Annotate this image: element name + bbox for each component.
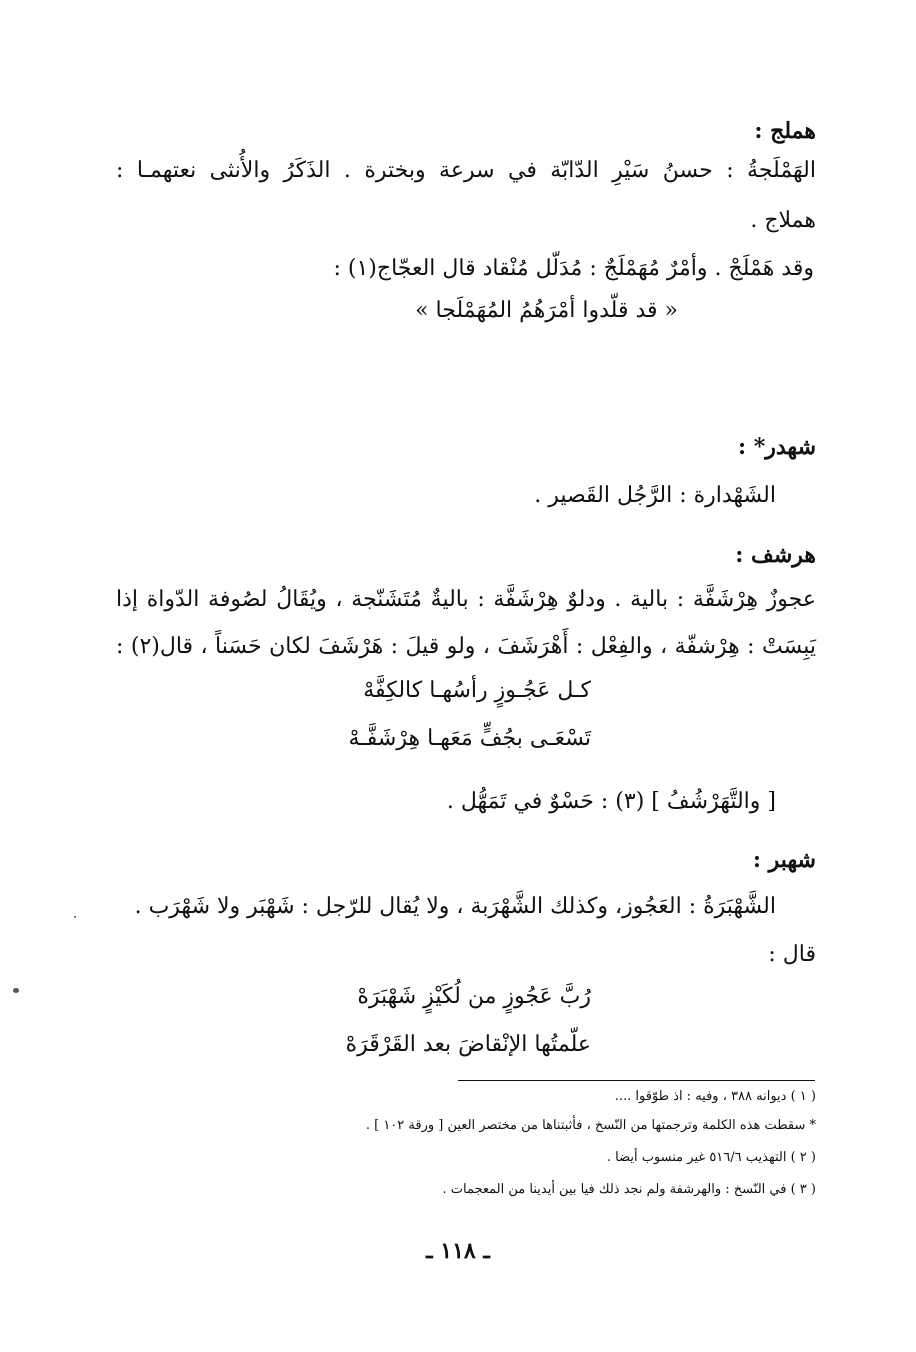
entry-heading-shhbr: شهبر : bbox=[752, 847, 816, 873]
entry-heading-hmlj: هملج : bbox=[754, 118, 816, 144]
entry-shhdr-line-1: الشَهْدارة : الرَّجُل القَصير . bbox=[534, 483, 776, 508]
entry-shhbr-verse-1: رُبَّ عَجُوزٍ من لُكَيْزٍ شَهْبَرَهْ bbox=[357, 984, 591, 1009]
entry-shhbr-line-2: قال : bbox=[768, 942, 816, 967]
entry-hmlj-line-2: هملاج . bbox=[750, 208, 816, 233]
entry-hmlj-line-1: الهَمْلَجةُ : حسنُ سَيْرِ الدّابّة في سرعة وبخترة . الذَكَرُ والأُنثى نعتهمـا : bbox=[116, 158, 816, 183]
entry-hrshf-verse-2: تَسْعَـى بجُفٍّ مَعَهـا هِرْشَفَّـهْ bbox=[348, 726, 591, 751]
entry-hrshf-line-2: يَبِسَتْ : هِرْشفّة ، والفِعْل : أَهْرَشَفَ ، ولو قيلَ : هَرْشَفَ لكان حَسَناً ، قال(٢) : bbox=[116, 634, 816, 659]
entry-shhbr-line-1: الشَّهْبَرَةُ : العَجُوز، وكذلك الشَّهْرَبة ، ولا يُقال للرّجل : شَهْبَر ولا شَهْرَب . bbox=[134, 894, 776, 919]
entry-heading-shhdr: شهدر* : bbox=[737, 434, 816, 460]
footnote-1: ( ١ ) ديوانه ٣٨٨ ، وفيه : اذ طوّقوا .... bbox=[614, 1089, 816, 1104]
footnote-separator bbox=[458, 1080, 815, 1081]
entry-hmlj-line-3: وقد هَمْلَجْ . وأمْرٌ مُهَمْلَجٌ : مُدَلّل مُنْقاد قال العجّاج(١) : bbox=[333, 256, 814, 281]
footnote-2: * سقطت هذه الكلمة وترجمتها من النّسخ ، فأثبتناها من مختصر العين [ ورقة ١٠٢ ] . bbox=[365, 1118, 816, 1133]
footnote-3: ( ٢ ) التهذيب ٥١٦/٦ غير منسوب أيضا . bbox=[606, 1150, 816, 1165]
entry-shhbr-verse-2: علّمتُها الإنْقاضَ بعد القَرْقَرَهْ bbox=[345, 1032, 591, 1057]
scan-speck bbox=[13, 988, 19, 993]
entry-hrshf-line-3: [ والتَّهَرْشُفُ ] (٣) : حَسْوٌ في تَمَهُّل . bbox=[446, 789, 776, 814]
entry-hrshf-verse-1: كـل عَجُـوزٍ رأسُهـا كالكِفَّهْ bbox=[363, 678, 591, 703]
entry-hmlj-verse: « قد قلّدوا أمْرَهُمُ المُهَمْلَجا » bbox=[415, 298, 678, 323]
scan-speck bbox=[74, 916, 76, 918]
entry-heading-hrshf: هرشف : bbox=[735, 542, 816, 568]
page-number: ـ ١١٨ ـ bbox=[426, 1238, 490, 1264]
footnote-4: ( ٣ ) في النّسخ : والهرشفة ولم نجد ذلك فيا بين أيدينا من المعجمات . bbox=[442, 1182, 816, 1197]
entry-hrshf-line-1: عجوزٌ هِرْشَفَّة : بالية . ودلوٌ هِرْشَفَّة : باليةٌ مُتَشَنّجة ، ويُقَالُ لصُوفة الدّواة إذا bbox=[116, 587, 816, 612]
